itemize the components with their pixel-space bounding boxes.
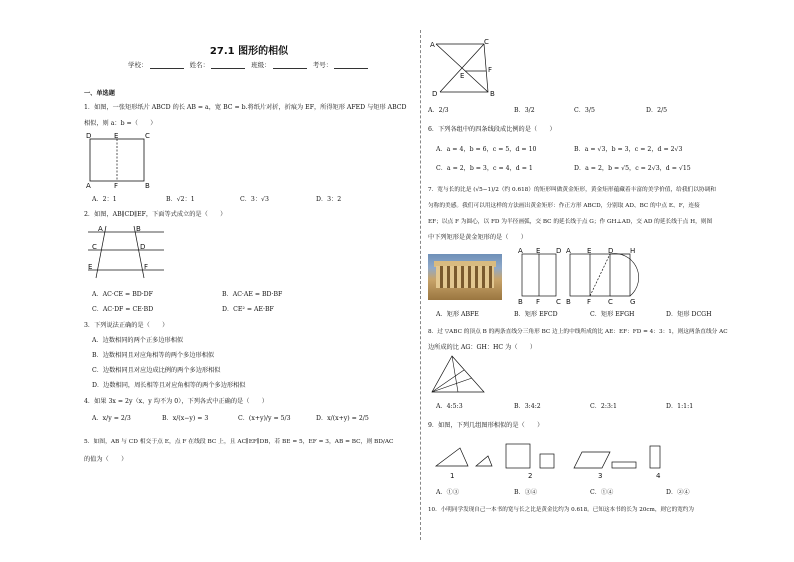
- q5-label-A: A: [430, 41, 435, 49]
- q2-label-D: D: [140, 243, 146, 251]
- q5-label-B: B: [490, 90, 495, 98]
- q4-stem: 4．如果 3x = 2y（x、y 均不为 0），下列各式中正确的是（ ）: [84, 398, 268, 405]
- q5-option-a[interactable]: A．2/3: [428, 107, 449, 114]
- q1-label-D: D: [86, 132, 92, 140]
- class-blank: [273, 62, 307, 69]
- q3-stem: 3．下列说法正确的是（ ）: [84, 322, 169, 329]
- q5-option-c[interactable]: C．3/5: [574, 107, 595, 114]
- q7-figure-1: [516, 248, 566, 306]
- q7-f2-label-H: H: [630, 247, 636, 255]
- q6-stem: 6．下列各组中的四条线段成比例的是（ ）: [428, 126, 556, 133]
- school-blank: [150, 62, 184, 69]
- q1-label-F: F: [114, 182, 119, 190]
- class-label: 班级：: [251, 61, 271, 69]
- q7-f1-label-B: B: [518, 298, 523, 306]
- q7-f1-label-D: D: [556, 247, 562, 255]
- q2-label-B: B: [136, 225, 141, 233]
- left-column: [84, 0, 414, 562]
- q7-stem-line3: EF；以点 F 为圆心，以 FD 为半径画弧，交 BC 的延长线于点 G；作 GH⊥AD，交 AD 的延长线于点 H，则图: [428, 219, 713, 225]
- q7-f1-label-C: C: [556, 298, 561, 306]
- q5-label-C: C: [484, 38, 489, 46]
- q2-label-E: E: [88, 263, 93, 271]
- q7-f2-label-D: D: [608, 247, 614, 255]
- name-label: 姓名：: [189, 61, 210, 69]
- q8-option-c[interactable]: C．2:3:1: [590, 403, 617, 410]
- exam-no-blank: [334, 62, 368, 69]
- q7-option-b[interactable]: B．矩形 EFCD: [514, 311, 558, 318]
- q9-option-c[interactable]: C．①④: [590, 489, 614, 496]
- q3-option-a[interactable]: A．边数相同的两个正多边形相似: [92, 337, 184, 344]
- right-column: [428, 0, 790, 562]
- q6-option-d[interactable]: D．a = 2，b = √5，c = 2√3，d = √15: [574, 165, 691, 172]
- q7-stem-line4: 中下列矩形是黄金矩形的是（ ）: [428, 234, 527, 241]
- name-blank: [211, 62, 245, 69]
- q2-label-C: C: [92, 243, 97, 251]
- q1-label-C: C: [145, 132, 150, 140]
- q7-option-d[interactable]: D．矩形 DCGH: [666, 311, 712, 318]
- q2-option-d[interactable]: D．CE² = AE·BF: [222, 306, 274, 313]
- q7-f2-label-A: A: [566, 247, 571, 255]
- q1-figure: [84, 132, 154, 188]
- q1-label-B: B: [145, 182, 150, 190]
- q2-option-a[interactable]: A．AC·CE = BD·DF: [92, 291, 153, 298]
- q10-stem: 10．小明同学发现自己一本书的宽与长之比是黄金比约为 0.618。已知这本书的长为 20cm，则它的宽约为: [428, 507, 694, 513]
- q5-stem-line2: 的值为（ ）: [84, 456, 128, 463]
- q5-label-D: D: [432, 90, 438, 98]
- q7-stem-line2: 匀称的美感。我们可以用这样的方法画出黄金矩形：作正方形 ABCD，分别取 AD、BC 的中点 E、F，连接: [428, 203, 700, 209]
- q8-option-b[interactable]: B．3:4:2: [514, 403, 541, 410]
- q1-option-a[interactable]: A．2：1: [92, 196, 117, 203]
- q4-option-c[interactable]: C．(x+y)/y = 5/3: [238, 415, 291, 422]
- q5-option-d[interactable]: D．2/5: [646, 107, 668, 114]
- q7-option-c[interactable]: C．矩形 EFGH: [590, 311, 635, 318]
- q2-figure: [84, 224, 168, 282]
- q7-figure-2: [564, 248, 654, 306]
- q2-label-F: F: [144, 263, 149, 271]
- q2-option-c[interactable]: C．AC·DF = CE·BD: [92, 306, 154, 313]
- q5-figure: [428, 38, 500, 96]
- q7-stem-line1: 7．宽与长的比是 (√5−1)/2（约 0.618）的矩形叫做黄金矩形，黄金矩形蕴藏着丰富的美学价值，给我们以协调和: [428, 187, 716, 193]
- q7-f1-label-E: E: [536, 247, 541, 255]
- q2-option-b[interactable]: B．AC·AE = BD·BF: [222, 291, 283, 298]
- parthenon-photo: [428, 254, 502, 300]
- q8-figure: [428, 352, 488, 398]
- q8-option-a[interactable]: A．4:5:3: [436, 403, 463, 410]
- q9-num-2: 2: [528, 472, 533, 480]
- q8-option-d[interactable]: D．1:1:1: [666, 403, 694, 410]
- q5-option-b[interactable]: B．3/2: [514, 107, 535, 114]
- q6-option-a[interactable]: A．a = 4，b = 6，c = 5，d = 10: [436, 146, 537, 153]
- section-heading: 一、单选题: [84, 90, 115, 97]
- q4-option-b[interactable]: B．x/(x−y) = 3: [162, 415, 209, 422]
- q8-stem-line1: 8．过 ▽ABC 的顶点 B 的两条直线分三角形 BC 边上的中线所成的比 AE：EF：FD = 4：3：1，则这两条直线分 AC: [428, 329, 728, 335]
- q4-option-d[interactable]: D．x/(x+y) = 2/5: [316, 415, 369, 422]
- page-title: 27.1 图形的相似: [209, 46, 289, 57]
- q7-f1-label-F: F: [536, 298, 541, 306]
- q3-option-b[interactable]: B．边数相同且对应角相等的两个多边形相似: [92, 352, 215, 359]
- q7-f2-label-G: G: [630, 298, 636, 306]
- q6-option-b[interactable]: B．a = √3，b = 3，c = 2，d = 2√3: [574, 146, 683, 153]
- q9-option-d[interactable]: D．②④: [666, 489, 690, 496]
- q4-option-a[interactable]: A．x/y = 2/3: [92, 415, 131, 422]
- q9-figure: [432, 438, 682, 482]
- q1-option-c[interactable]: C．3：√3: [240, 196, 269, 203]
- q7-option-a[interactable]: A．矩形 ABFE: [436, 311, 479, 318]
- q1-stem-line1: 1．如图，一张矩形纸片 ABCD 的长 AB = a，宽 BC = b.将纸片对折，折痕为 EF，所得矩形 AFED 与矩形 ABCD: [84, 104, 407, 111]
- q9-num-1: 1: [450, 472, 455, 480]
- q9-num-3: 3: [598, 472, 603, 480]
- q9-stem: 9．如图，下列几组图形相似的是（ ）: [428, 422, 544, 429]
- school-label: 学校：: [128, 61, 148, 69]
- q1-option-b[interactable]: B．√2：1: [166, 196, 195, 203]
- q3-option-d[interactable]: D．边数相同，周长相等且对应角相等的两个多边形相似: [92, 382, 246, 389]
- q7-f1-label-A: A: [518, 247, 523, 255]
- q2-stem: 2．如图，AB∥CD∥EF，下面等式成立的是（ ）: [84, 211, 227, 218]
- q9-option-a[interactable]: A．①③: [436, 489, 460, 496]
- q7-f2-label-E: E: [587, 247, 592, 255]
- exam-no-label: 考号：: [312, 61, 333, 69]
- q1-label-A: A: [86, 182, 91, 190]
- q7-f2-label-F: F: [587, 298, 592, 306]
- student-info-line: [128, 60, 372, 69]
- q5-label-F: F: [488, 66, 493, 74]
- q5-stem-line1: 5．如图，AB 与 CD 相交于点 E，点 F 在线段 BC 上，且 AC∥EF∥DB，若 BE = 5，EF = 3，AB = BC，则 BD/AC: [84, 439, 394, 445]
- q1-option-d[interactable]: D．3：2: [316, 196, 342, 203]
- q1-label-E: E: [114, 132, 119, 140]
- q9-option-b[interactable]: B．③④: [514, 489, 538, 496]
- column-divider: [420, 30, 421, 540]
- q3-option-c[interactable]: C．边数相同且对应边成比例的两个多边形相似: [92, 367, 221, 374]
- q9-num-4: 4: [656, 472, 661, 480]
- q7-f2-label-B: B: [566, 298, 571, 306]
- q1-stem-line2: 相似，则 a：b =（ ）: [84, 120, 157, 127]
- q2-label-A: A: [98, 225, 103, 233]
- q8-stem-line2: 边所成的比 AG：GH：HC 为（ ）: [428, 344, 537, 351]
- q7-f2-label-C: C: [608, 298, 613, 306]
- q6-option-c[interactable]: C．a = 2，b = 3，c = 4，d = 1: [436, 165, 533, 172]
- q5-label-E: E: [460, 72, 465, 80]
